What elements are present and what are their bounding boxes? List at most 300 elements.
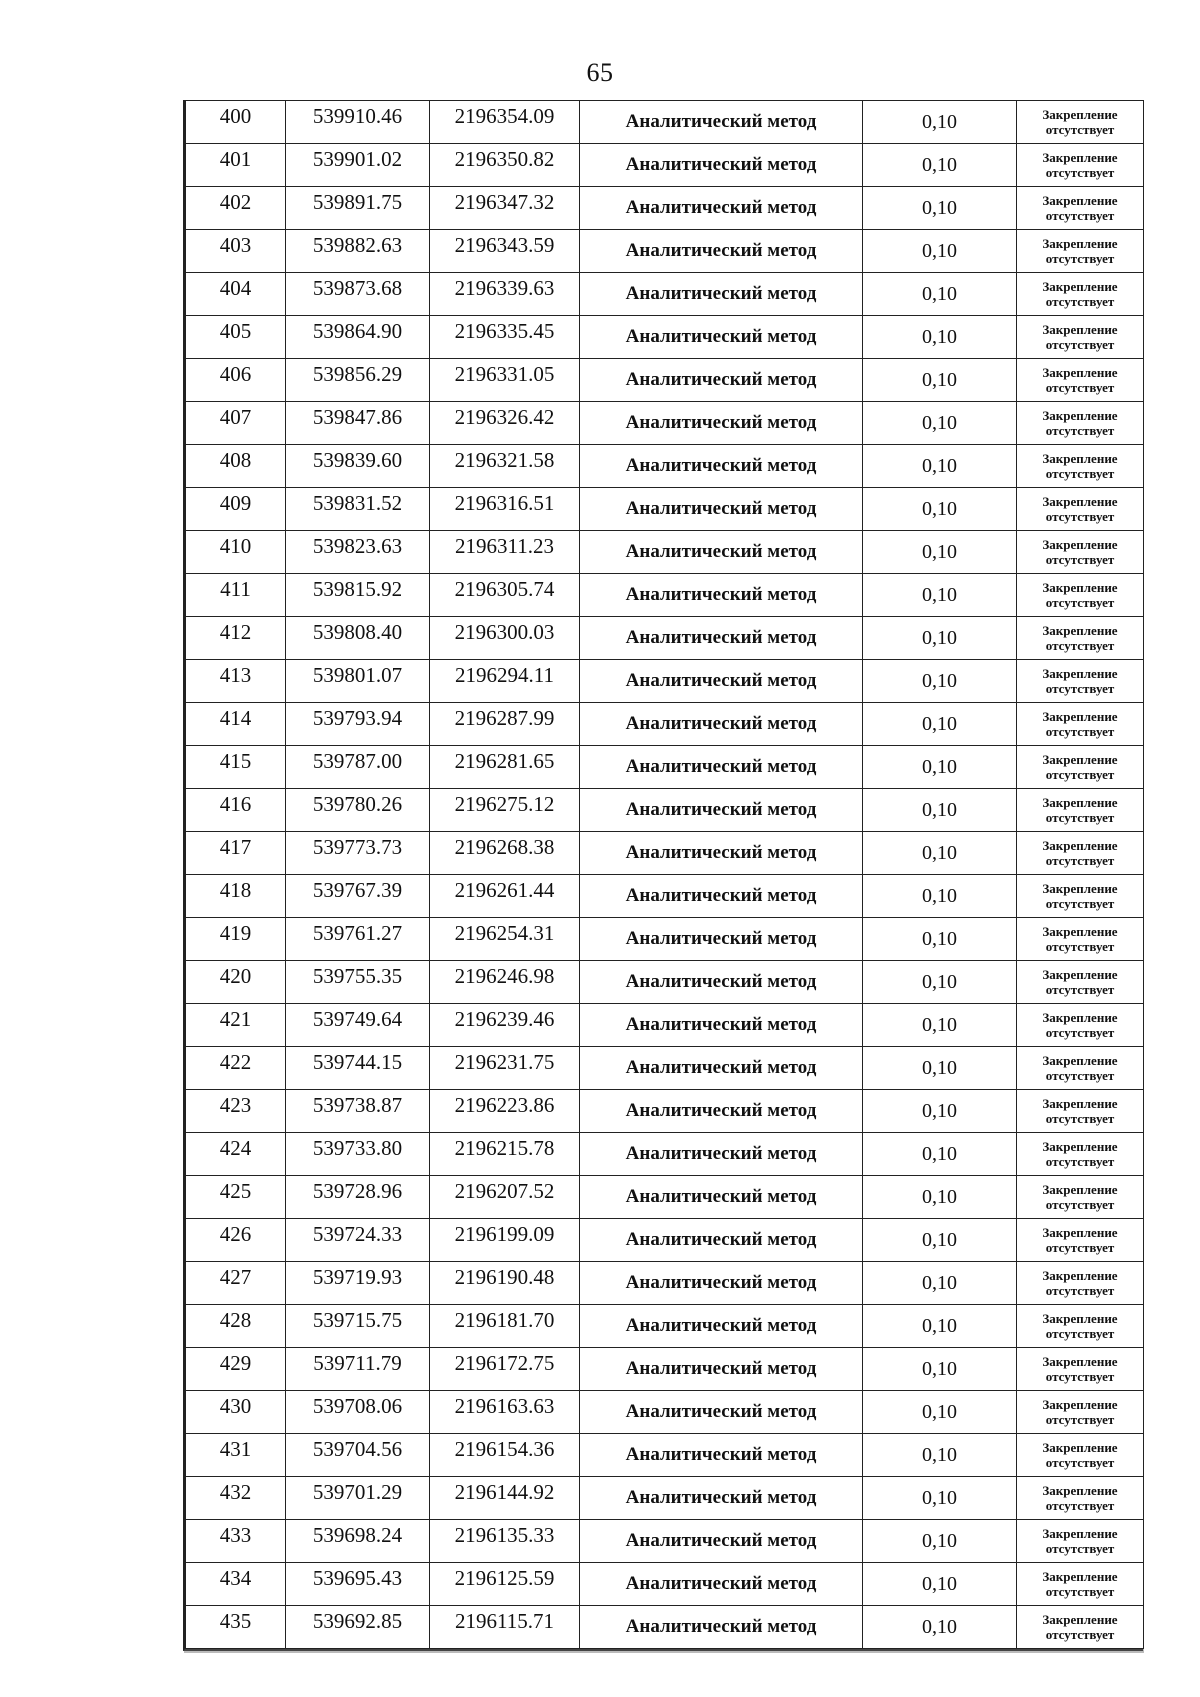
fixing-note-cell <box>1017 1176 1144 1219</box>
method-cell: Аналитический метод <box>580 1520 863 1563</box>
coordinate-y-cell: 2196125.59 <box>430 1563 580 1606</box>
method-cell: Аналитический метод <box>580 617 863 660</box>
coordinate-x-cell: 539749.64 <box>286 1004 430 1047</box>
fixing-note-line-1: Закрепление <box>1042 1526 1118 1541</box>
accuracy-cell: 0,10 <box>863 918 1017 961</box>
accuracy-cell: 0,10 <box>863 144 1017 187</box>
fixing-note-line-2: отсутствует <box>1045 1412 1115 1427</box>
coordinate-y-cell: 2196347.32 <box>430 187 580 230</box>
fixing-note-cell <box>1017 402 1144 445</box>
point-number-cell: 400 <box>186 101 286 144</box>
fixing-note-line-2: отсутствует <box>1045 681 1115 696</box>
coordinate-y-cell: 2196199.09 <box>430 1219 580 1262</box>
point-number-cell: 412 <box>186 617 286 660</box>
table-row <box>186 359 1144 402</box>
fixing-note-line-1: Закрепление <box>1042 1096 1118 1111</box>
coordinate-x-cell: 539711.79 <box>286 1348 430 1391</box>
page-number: 65 <box>586 58 614 87</box>
method-cell: Аналитический метод <box>580 1305 863 1348</box>
point-number-cell: 417 <box>186 832 286 875</box>
method-cell: Аналитический метод <box>580 832 863 875</box>
coordinate-y-cell: 2196246.98 <box>430 961 580 1004</box>
table-row <box>186 574 1144 617</box>
fixing-note-line-2: отсутствует <box>1045 552 1115 567</box>
fixing-note-line-2: отсутствует <box>1045 294 1115 309</box>
table-row <box>186 1391 1144 1434</box>
point-number-cell: 433 <box>186 1520 286 1563</box>
coordinate-x-cell: 539801.07 <box>286 660 430 703</box>
coordinate-y-cell: 2196316.51 <box>430 488 580 531</box>
coordinate-x-cell: 539815.92 <box>286 574 430 617</box>
table-row <box>186 617 1144 660</box>
fixing-note-cell <box>1017 316 1144 359</box>
fixing-note-line-2: отсутствует <box>1045 1541 1115 1556</box>
fixing-note-line-2: отсутствует <box>1045 1240 1115 1255</box>
fixing-note-cell <box>1017 1477 1144 1520</box>
fixing-note-cell <box>1017 875 1144 918</box>
table-row <box>186 187 1144 230</box>
method-cell: Аналитический метод <box>580 1434 863 1477</box>
table-row <box>186 660 1144 703</box>
coordinate-x-cell: 539695.43 <box>286 1563 430 1606</box>
coordinate-y-cell: 2196268.38 <box>430 832 580 875</box>
fixing-note-line-1: Закрепление <box>1042 1569 1118 1584</box>
fixing-note-cell <box>1017 1047 1144 1090</box>
accuracy-cell: 0,10 <box>863 617 1017 660</box>
fixing-note-line-2: отсутствует <box>1045 638 1115 653</box>
method-cell: Аналитический метод <box>580 789 863 832</box>
coordinate-y-cell: 2196215.78 <box>430 1133 580 1176</box>
fixing-note-line-1: Закрепление <box>1042 1225 1118 1240</box>
point-number-cell: 424 <box>186 1133 286 1176</box>
coordinate-x-cell: 539873.68 <box>286 273 430 316</box>
point-number-cell: 422 <box>186 1047 286 1090</box>
fixing-note-cell <box>1017 1133 1144 1176</box>
fixing-note-line-1: Закрепление <box>1042 709 1118 724</box>
coordinate-y-cell: 2196300.03 <box>430 617 580 660</box>
fixing-note-cell <box>1017 531 1144 574</box>
fixing-note-cell <box>1017 101 1144 144</box>
method-cell: Аналитический метод <box>580 230 863 273</box>
coordinate-y-cell: 2196343.59 <box>430 230 580 273</box>
fixing-note-line-1: Закрепление <box>1042 537 1118 552</box>
table-row <box>186 832 1144 875</box>
point-number-cell: 427 <box>186 1262 286 1305</box>
fixing-note-cell <box>1017 1391 1144 1434</box>
fixing-note-line-2: отсутствует <box>1045 1627 1115 1642</box>
accuracy-cell: 0,10 <box>863 703 1017 746</box>
fixing-note-line-1: Закрепление <box>1042 408 1118 423</box>
coordinate-x-cell: 539715.75 <box>286 1305 430 1348</box>
point-number-cell: 428 <box>186 1305 286 1348</box>
coordinate-y-cell: 2196135.33 <box>430 1520 580 1563</box>
accuracy-cell: 0,10 <box>863 1262 1017 1305</box>
coordinate-x-cell: 539708.06 <box>286 1391 430 1434</box>
method-cell: Аналитический метод <box>580 1606 863 1649</box>
method-cell: Аналитический метод <box>580 531 863 574</box>
fixing-note-line-1: Закрепление <box>1042 1139 1118 1154</box>
point-number-cell: 431 <box>186 1434 286 1477</box>
fixing-note-line-1: Закрепление <box>1042 752 1118 767</box>
table-row <box>186 961 1144 1004</box>
method-cell: Аналитический метод <box>580 961 863 1004</box>
coordinate-x-cell: 539910.46 <box>286 101 430 144</box>
fixing-note-line-1: Закрепление <box>1042 1612 1118 1627</box>
point-number-cell: 415 <box>186 746 286 789</box>
method-cell: Аналитический метод <box>580 1262 863 1305</box>
coordinate-x-cell: 539847.86 <box>286 402 430 445</box>
coordinate-y-cell: 2196305.74 <box>430 574 580 617</box>
accuracy-cell: 0,10 <box>863 875 1017 918</box>
fixing-note-line-1: Закрепление <box>1042 1354 1118 1369</box>
accuracy-cell: 0,10 <box>863 1434 1017 1477</box>
accuracy-cell: 0,10 <box>863 273 1017 316</box>
fixing-note-line-2: отсутствует <box>1045 853 1115 868</box>
fixing-note-cell <box>1017 1305 1144 1348</box>
fixing-note-cell <box>1017 1090 1144 1133</box>
fixing-note-cell <box>1017 746 1144 789</box>
method-cell: Аналитический метод <box>580 1391 863 1434</box>
coordinate-x-cell: 539692.85 <box>286 1606 430 1649</box>
fixing-note-cell <box>1017 1434 1144 1477</box>
accuracy-cell: 0,10 <box>863 789 1017 832</box>
coordinate-y-cell: 2196326.42 <box>430 402 580 445</box>
method-cell: Аналитический метод <box>580 1477 863 1520</box>
coordinate-y-cell: 2196287.99 <box>430 703 580 746</box>
point-number-cell: 429 <box>186 1348 286 1391</box>
point-number-cell: 426 <box>186 1219 286 1262</box>
table-row <box>186 1434 1144 1477</box>
table-row <box>186 316 1144 359</box>
accuracy-cell: 0,10 <box>863 1477 1017 1520</box>
method-cell: Аналитический метод <box>580 359 863 402</box>
accuracy-cell: 0,10 <box>863 1348 1017 1391</box>
fixing-note-cell <box>1017 273 1144 316</box>
method-cell: Аналитический метод <box>580 488 863 531</box>
accuracy-cell: 0,10 <box>863 1090 1017 1133</box>
fixing-note-line-2: отсутствует <box>1045 1369 1115 1384</box>
fixing-note-line-2: отсутствует <box>1045 595 1115 610</box>
method-cell: Аналитический метод <box>580 1348 863 1391</box>
coordinate-x-cell: 539808.40 <box>286 617 430 660</box>
table-row <box>186 1219 1144 1262</box>
coordinate-x-cell: 539864.90 <box>286 316 430 359</box>
coordinate-y-cell: 2196207.52 <box>430 1176 580 1219</box>
table-row <box>186 1004 1144 1047</box>
fixing-note-line-2: отсутствует <box>1045 122 1115 137</box>
point-number-cell: 413 <box>186 660 286 703</box>
fixing-note-line-2: отсутствует <box>1045 1111 1115 1126</box>
table-row <box>186 875 1144 918</box>
fixing-note-line-2: отсутствует <box>1045 896 1115 911</box>
point-number-cell: 425 <box>186 1176 286 1219</box>
method-cell: Аналитический метод <box>580 1563 863 1606</box>
table-row <box>186 1090 1144 1133</box>
table-row <box>186 1305 1144 1348</box>
method-cell: Аналитический метод <box>580 1090 863 1133</box>
fixing-note-line-2: отсутствует <box>1045 982 1115 997</box>
coordinates-table <box>185 100 1144 1649</box>
fixing-note-line-1: Закрепление <box>1042 1010 1118 1025</box>
fixing-note-line-1: Закрепление <box>1042 107 1118 122</box>
fixing-note-line-2: отсутствует <box>1045 165 1115 180</box>
coordinate-y-cell: 2196331.05 <box>430 359 580 402</box>
accuracy-cell: 0,10 <box>863 445 1017 488</box>
coordinate-x-cell: 539767.39 <box>286 875 430 918</box>
method-cell: Аналитический метод <box>580 273 863 316</box>
fixing-note-cell <box>1017 1004 1144 1047</box>
accuracy-cell: 0,10 <box>863 101 1017 144</box>
fixing-note-cell <box>1017 187 1144 230</box>
fixing-note-line-1: Закрепление <box>1042 193 1118 208</box>
coordinate-x-cell: 539755.35 <box>286 961 430 1004</box>
fixing-note-line-1: Закрепление <box>1042 1182 1118 1197</box>
fixing-note-line-2: отсутствует <box>1045 810 1115 825</box>
table-row <box>186 273 1144 316</box>
coordinate-x-cell: 539733.80 <box>286 1133 430 1176</box>
fixing-note-cell <box>1017 1348 1144 1391</box>
table-row <box>186 703 1144 746</box>
method-cell: Аналитический метод <box>580 187 863 230</box>
point-number-cell: 421 <box>186 1004 286 1047</box>
method-cell: Аналитический метод <box>580 402 863 445</box>
fixing-note-line-1: Закрепление <box>1042 1483 1118 1498</box>
method-cell: Аналитический метод <box>580 1133 863 1176</box>
point-number-cell: 401 <box>186 144 286 187</box>
coordinate-x-cell: 539728.96 <box>286 1176 430 1219</box>
fixing-note-line-2: отсутствует <box>1045 1068 1115 1083</box>
coordinate-x-cell: 539780.26 <box>286 789 430 832</box>
fixing-note-cell <box>1017 359 1144 402</box>
table-row <box>186 1262 1144 1305</box>
coordinate-x-cell: 539882.63 <box>286 230 430 273</box>
accuracy-cell: 0,10 <box>863 402 1017 445</box>
table-row <box>186 1047 1144 1090</box>
accuracy-cell: 0,10 <box>863 660 1017 703</box>
fixing-note-cell <box>1017 703 1144 746</box>
point-number-cell: 408 <box>186 445 286 488</box>
accuracy-cell: 0,10 <box>863 1563 1017 1606</box>
point-number-cell: 402 <box>186 187 286 230</box>
fixing-note-cell <box>1017 617 1144 660</box>
point-number-cell: 432 <box>186 1477 286 1520</box>
coordinate-y-cell: 2196335.45 <box>430 316 580 359</box>
coordinate-y-cell: 2196181.70 <box>430 1305 580 1348</box>
fixing-note-cell <box>1017 1606 1144 1649</box>
fixing-note-line-2: отсутствует <box>1045 1197 1115 1212</box>
coordinate-y-cell: 2196190.48 <box>430 1262 580 1305</box>
point-number-cell: 418 <box>186 875 286 918</box>
coordinate-y-cell: 2196294.11 <box>430 660 580 703</box>
fixing-note-cell <box>1017 1219 1144 1262</box>
accuracy-cell: 0,10 <box>863 1305 1017 1348</box>
coordinate-y-cell: 2196281.65 <box>430 746 580 789</box>
table-row <box>186 402 1144 445</box>
coordinate-x-cell: 539719.93 <box>286 1262 430 1305</box>
fixing-note-line-1: Закрепление <box>1042 451 1118 466</box>
coordinate-y-cell: 2196115.71 <box>430 1606 580 1649</box>
coordinate-x-cell: 539704.56 <box>286 1434 430 1477</box>
coordinate-y-cell: 2196339.63 <box>430 273 580 316</box>
accuracy-cell: 0,10 <box>863 961 1017 1004</box>
fixing-note-line-2: отсутствует <box>1045 337 1115 352</box>
coordinate-x-cell: 539773.73 <box>286 832 430 875</box>
fixing-note-line-1: Закрепление <box>1042 967 1118 982</box>
table-row <box>186 101 1144 144</box>
coordinate-y-cell: 2196321.58 <box>430 445 580 488</box>
point-number-cell: 435 <box>186 1606 286 1649</box>
accuracy-cell: 0,10 <box>863 488 1017 531</box>
coordinate-y-cell: 2196261.44 <box>430 875 580 918</box>
coordinate-x-cell: 539787.00 <box>286 746 430 789</box>
table-row <box>186 531 1144 574</box>
fixing-note-line-2: отсутствует <box>1045 423 1115 438</box>
method-cell: Аналитический метод <box>580 660 863 703</box>
coordinate-y-cell: 2196350.82 <box>430 144 580 187</box>
table-row <box>186 1176 1144 1219</box>
method-cell: Аналитический метод <box>580 875 863 918</box>
accuracy-cell: 0,10 <box>863 187 1017 230</box>
fixing-note-cell <box>1017 832 1144 875</box>
point-number-cell: 409 <box>186 488 286 531</box>
method-cell: Аналитический метод <box>580 1176 863 1219</box>
coordinate-x-cell: 539856.29 <box>286 359 430 402</box>
fixing-note-line-2: отсутствует <box>1045 1283 1115 1298</box>
fixing-note-line-2: отсутствует <box>1045 1025 1115 1040</box>
accuracy-cell: 0,10 <box>863 832 1017 875</box>
fixing-note-line-1: Закрепление <box>1042 236 1118 251</box>
fixing-note-cell <box>1017 789 1144 832</box>
coordinate-y-cell: 2196163.63 <box>430 1391 580 1434</box>
fixing-note-cell <box>1017 961 1144 1004</box>
coordinate-y-cell: 2196354.09 <box>430 101 580 144</box>
method-cell: Аналитический метод <box>580 746 863 789</box>
fixing-note-line-1: Закрепление <box>1042 365 1118 380</box>
method-cell: Аналитический метод <box>580 445 863 488</box>
accuracy-cell: 0,10 <box>863 574 1017 617</box>
table-row <box>186 918 1144 961</box>
fixing-note-line-2: отсутствует <box>1045 466 1115 481</box>
fixing-note-cell <box>1017 1563 1144 1606</box>
method-cell: Аналитический метод <box>580 574 863 617</box>
fixing-note-line-1: Закрепление <box>1042 1397 1118 1412</box>
fixing-note-line-1: Закрепление <box>1042 1311 1118 1326</box>
coordinate-x-cell: 539738.87 <box>286 1090 430 1133</box>
accuracy-cell: 0,10 <box>863 1219 1017 1262</box>
point-number-cell: 434 <box>186 1563 286 1606</box>
point-number-cell: 404 <box>186 273 286 316</box>
table-row <box>186 445 1144 488</box>
fixing-note-line-1: Закрепление <box>1042 1440 1118 1455</box>
accuracy-cell: 0,10 <box>863 1391 1017 1434</box>
point-number-cell: 407 <box>186 402 286 445</box>
fixing-note-cell <box>1017 1262 1144 1305</box>
accuracy-cell: 0,10 <box>863 1047 1017 1090</box>
fixing-note-cell <box>1017 144 1144 187</box>
fixing-note-cell <box>1017 1520 1144 1563</box>
table-row <box>186 1133 1144 1176</box>
coordinate-x-cell: 539701.29 <box>286 1477 430 1520</box>
point-number-cell: 410 <box>186 531 286 574</box>
fixing-note-cell <box>1017 488 1144 531</box>
point-number-cell: 416 <box>186 789 286 832</box>
fixing-note-line-1: Закрепление <box>1042 1268 1118 1283</box>
coordinate-y-cell: 2196275.12 <box>430 789 580 832</box>
coordinate-x-cell: 539823.63 <box>286 531 430 574</box>
accuracy-cell: 0,10 <box>863 1176 1017 1219</box>
fixing-note-cell <box>1017 230 1144 273</box>
fixing-note-line-1: Закрепление <box>1042 150 1118 165</box>
coordinates-table-body <box>186 101 1144 1649</box>
fixing-note-line-2: отсутствует <box>1045 1326 1115 1341</box>
point-number-cell: 420 <box>186 961 286 1004</box>
table-row <box>186 1520 1144 1563</box>
coordinate-x-cell: 539831.52 <box>286 488 430 531</box>
accuracy-cell: 0,10 <box>863 1520 1017 1563</box>
fixing-note-line-1: Закрепление <box>1042 1053 1118 1068</box>
coordinate-x-cell: 539724.33 <box>286 1219 430 1262</box>
table-row <box>186 789 1144 832</box>
point-number-cell: 423 <box>186 1090 286 1133</box>
method-cell: Аналитический метод <box>580 918 863 961</box>
table-row <box>186 488 1144 531</box>
fixing-note-line-1: Закрепление <box>1042 322 1118 337</box>
accuracy-cell: 0,10 <box>863 359 1017 402</box>
fixing-note-line-2: отсутствует <box>1045 380 1115 395</box>
fixing-note-line-1: Закрепление <box>1042 881 1118 896</box>
coordinate-y-cell: 2196144.92 <box>430 1477 580 1520</box>
fixing-note-line-2: отсутствует <box>1045 1154 1115 1169</box>
coordinate-x-cell: 539744.15 <box>286 1047 430 1090</box>
method-cell: Аналитический метод <box>580 1219 863 1262</box>
point-number-cell: 430 <box>186 1391 286 1434</box>
coordinate-y-cell: 2196172.75 <box>430 1348 580 1391</box>
fixing-note-line-2: отсутствует <box>1045 939 1115 954</box>
fixing-note-line-1: Закрепление <box>1042 795 1118 810</box>
method-cell: Аналитический метод <box>580 101 863 144</box>
method-cell: Аналитический метод <box>580 703 863 746</box>
fixing-note-line-2: отсутствует <box>1045 724 1115 739</box>
fixing-note-line-2: отсутствует <box>1045 251 1115 266</box>
fixing-note-line-1: Закрепление <box>1042 494 1118 509</box>
method-cell: Аналитический метод <box>580 1004 863 1047</box>
fixing-note-line-1: Закрепление <box>1042 924 1118 939</box>
fixing-note-cell <box>1017 574 1144 617</box>
table-row <box>186 144 1144 187</box>
coordinate-x-cell: 539901.02 <box>286 144 430 187</box>
method-cell: Аналитический метод <box>580 144 863 187</box>
coordinate-y-cell: 2196154.36 <box>430 1434 580 1477</box>
coordinate-x-cell: 539793.94 <box>286 703 430 746</box>
accuracy-cell: 0,10 <box>863 1606 1017 1649</box>
coordinate-x-cell: 539839.60 <box>286 445 430 488</box>
coordinate-x-cell: 539698.24 <box>286 1520 430 1563</box>
fixing-note-line-2: отсутствует <box>1045 1584 1115 1599</box>
fixing-note-line-1: Закрепление <box>1042 838 1118 853</box>
accuracy-cell: 0,10 <box>863 316 1017 359</box>
accuracy-cell: 0,10 <box>863 230 1017 273</box>
coordinate-y-cell: 2196239.46 <box>430 1004 580 1047</box>
coordinates-table-sheet <box>183 100 1143 1651</box>
table-row <box>186 1563 1144 1606</box>
point-number-cell: 403 <box>186 230 286 273</box>
fixing-note-cell <box>1017 660 1144 703</box>
fixing-note-line-2: отсутствует <box>1045 1455 1115 1470</box>
coordinate-y-cell: 2196231.75 <box>430 1047 580 1090</box>
point-number-cell: 405 <box>186 316 286 359</box>
fixing-note-line-2: отсутствует <box>1045 767 1115 782</box>
point-number-cell: 414 <box>186 703 286 746</box>
